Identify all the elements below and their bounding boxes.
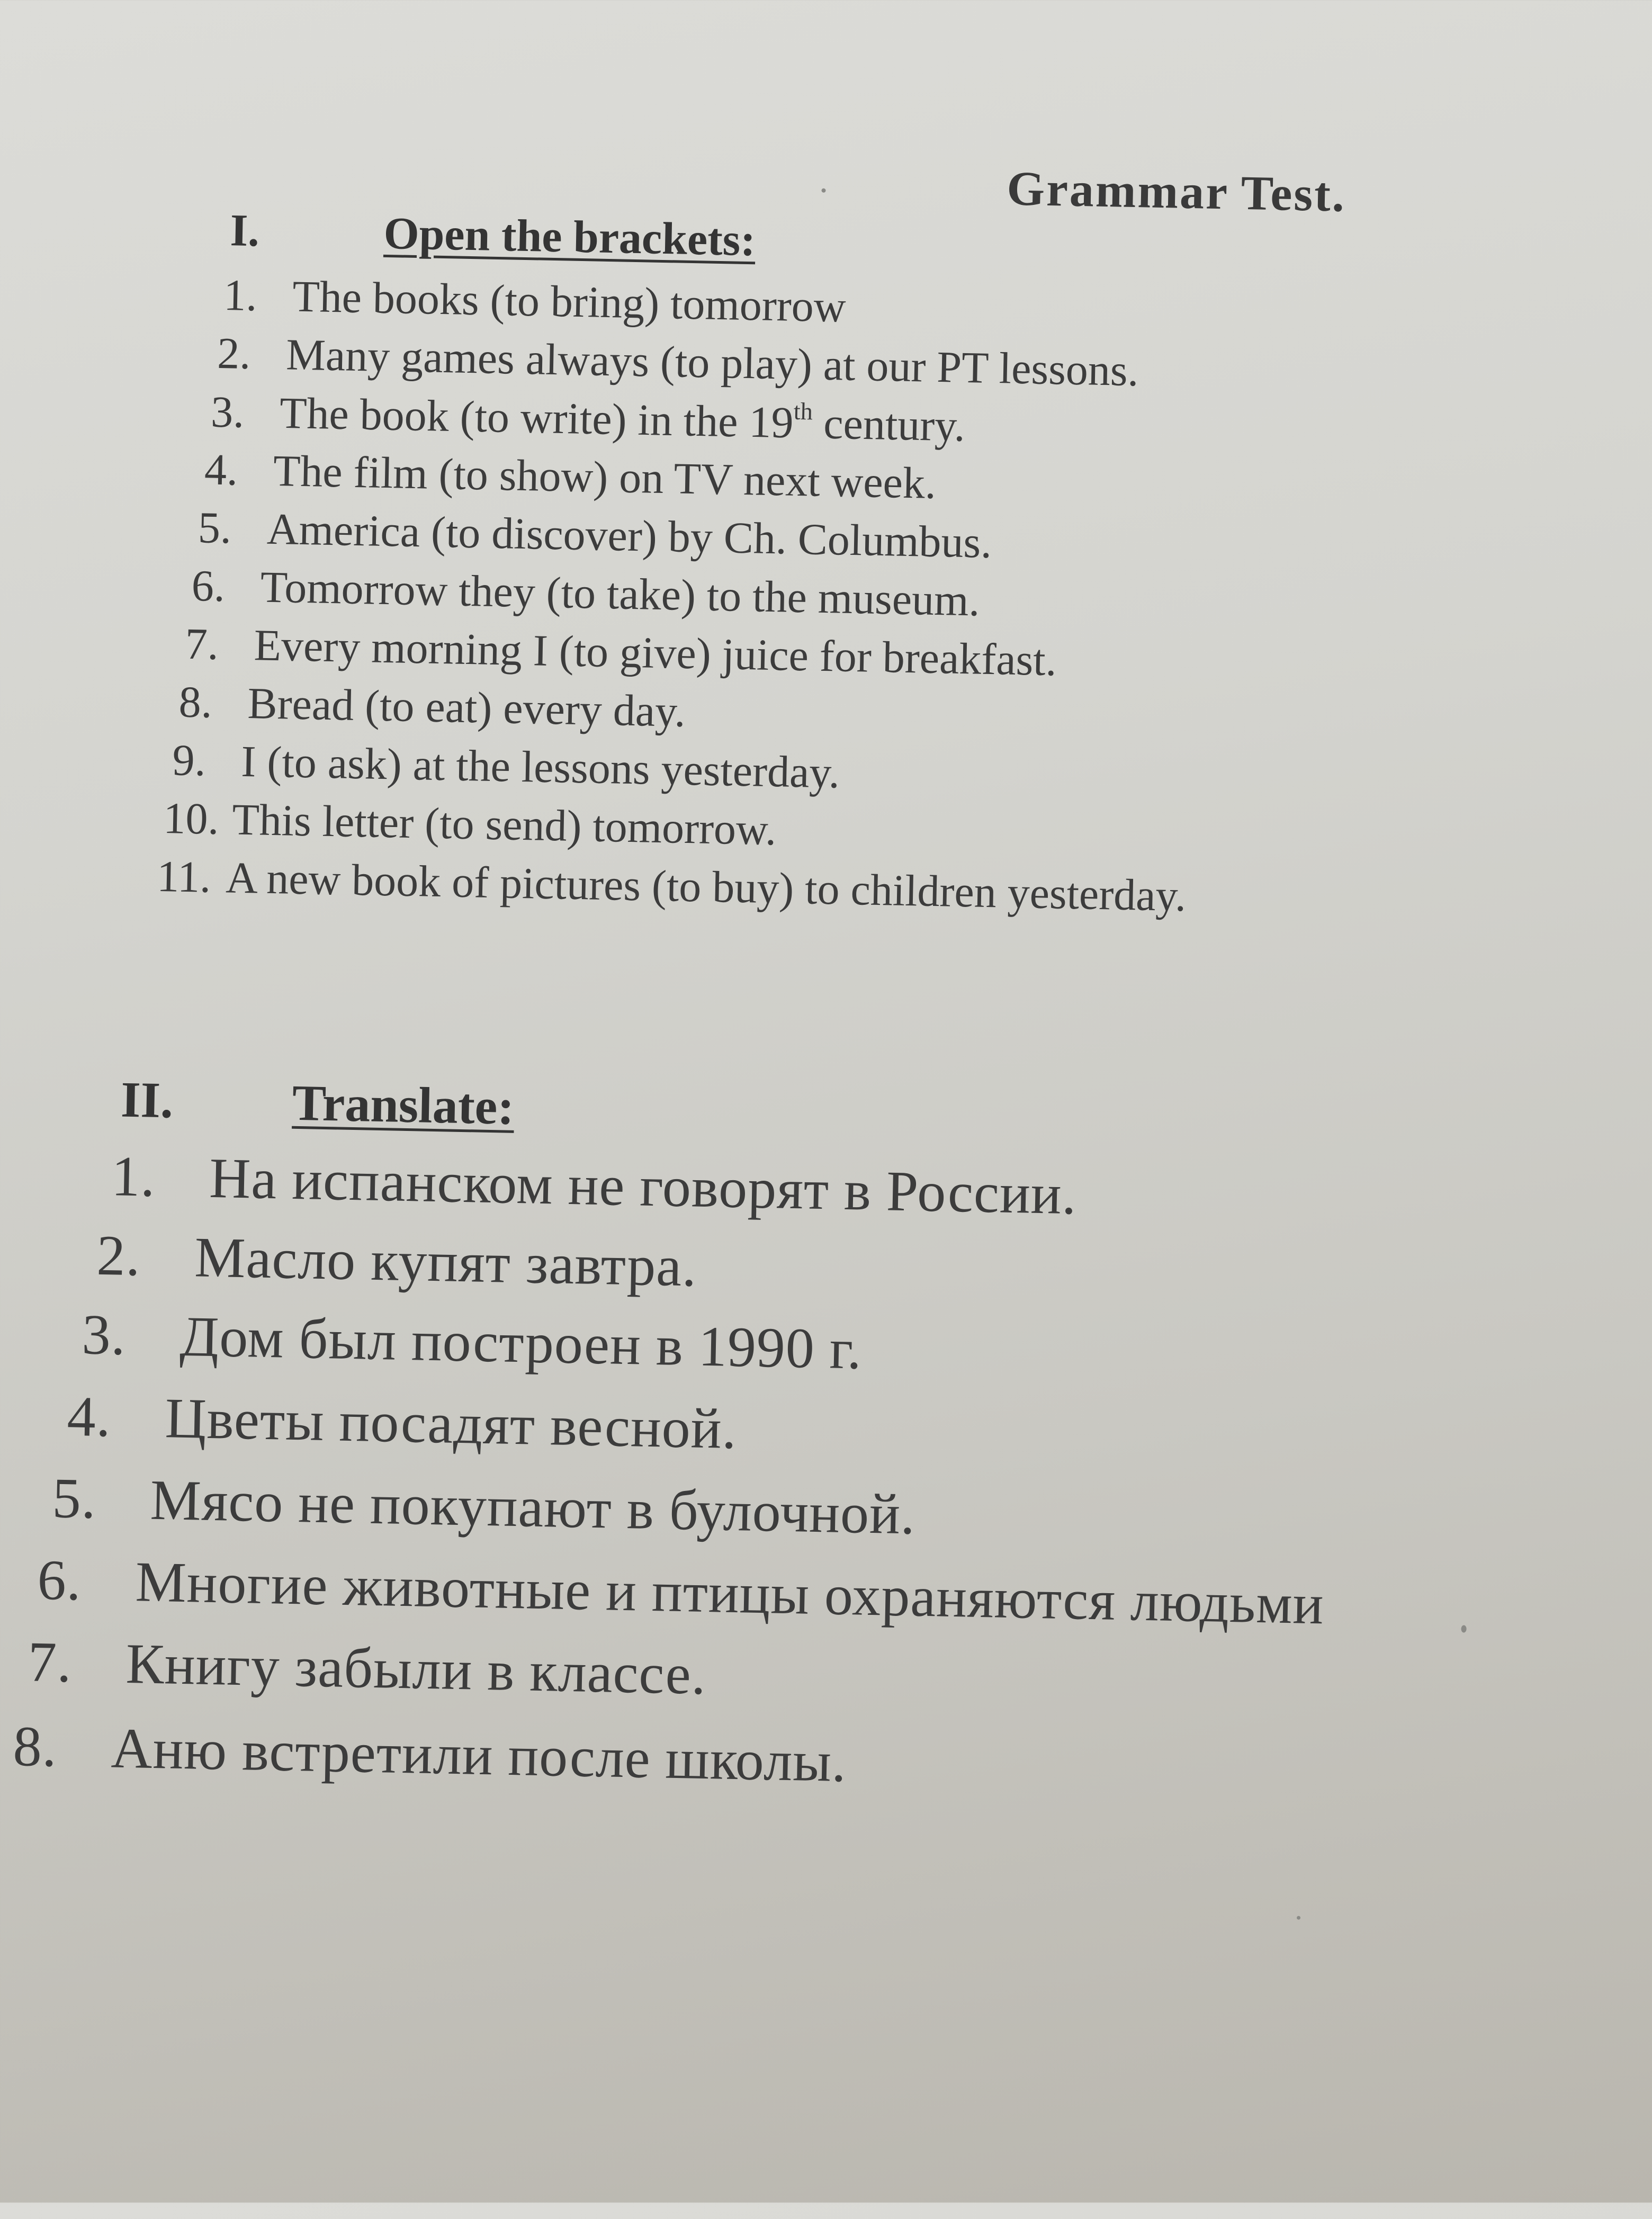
item-text: America (to discover) by Ch. Columbus. [266,504,993,568]
item-text: This letter (to send) tomorrow. [231,795,777,855]
item-text: Many games always (to play) at our PT lessons. [285,330,1139,396]
item-number: 5. [51,1467,97,1531]
exercise-item-10 [163,793,777,856]
translate-item-6 [37,1548,1325,1638]
item-text: Многие животные и птицы охраняются людьми [134,1550,1325,1637]
item-number: 1. [223,271,258,321]
item-text: The film (to show) on TV next week. [273,446,937,508]
paper-speck [1297,1916,1300,1920]
translate-item-4 [67,1384,738,1462]
item-text: Масло купят завтра. [194,1226,698,1299]
translate-item-8 [13,1714,847,1795]
exercise-item-9 [172,734,840,798]
section-1-header [230,203,756,266]
item-text: Every morning I (to give) juice for breakfast. [253,621,1057,686]
exercise-item-1 [223,269,847,333]
item-number: 7. [184,619,219,669]
paper-speck [821,188,825,193]
item-text: Tomorrow they (to take) to the museum. [260,562,981,626]
translate-item-3 [82,1302,863,1382]
section-2-numeral: II. [120,1071,174,1129]
item-number: 4. [204,445,239,495]
section-2-heading: Translate: [291,1074,515,1135]
item-text-end: century. [812,399,966,451]
item-text: Bread (to eat) every day. [247,679,686,736]
ordinal-suffix: th [793,397,813,425]
exercise-item-2 [217,328,1139,397]
item-number: 9. [172,735,206,786]
translate-item-2 [96,1223,697,1300]
item-number: 5. [197,503,232,553]
translate-item-5 [52,1466,916,1548]
item-number: 7. [27,1630,73,1695]
page-title: Grammar Test. [1006,161,1346,222]
item-text: Мясо не покупают в булочной. [149,1468,917,1547]
exercise-item-8 [178,677,686,738]
item-text: На испанском не говорят в России. [209,1146,1078,1227]
exercise-item-4 [204,444,937,509]
exercise-item-11 [156,851,1187,922]
section-1-heading: Open the brackets: [383,207,756,266]
item-number: 6. [191,561,226,612]
item-text: A new book of pictures (to buy) to children yesterday. [225,853,1187,921]
item-text: Цветы посадят весной. [164,1387,738,1461]
item-text: The books (to bring) tomorrow [292,272,847,332]
item-number: 10. [163,794,220,845]
paper-speck [1461,1625,1466,1632]
item-number: 6. [37,1548,82,1613]
item-number: 2. [96,1224,141,1288]
item-number: 8. [178,677,213,727]
item-number: 3. [81,1303,127,1367]
section-2-header [120,1070,515,1136]
item-number: 3. [210,387,245,437]
item-number: 11. [156,851,212,902]
exercise-item-5 [197,502,992,569]
item-text: Аню встретили после школы. [110,1717,847,1794]
item-text: I (to ask) at the lessons yesterday. [240,736,840,798]
translate-item-1 [111,1144,1077,1228]
translate-item-7 [28,1629,707,1708]
item-text: Дом был построен в 1990 г. [179,1305,863,1381]
item-text: Книгу забыли в классе. [125,1632,707,1707]
item-number: 1. [111,1145,156,1209]
exercise-item-7 [185,618,1057,687]
exercise-item-3 [210,386,965,452]
item-number: 2. [217,328,252,379]
item-text [279,387,965,452]
item-number: 8. [12,1714,58,1779]
exercise-item-6 [191,560,980,627]
item-number: 4. [66,1385,112,1449]
item-text-start: The book (to write) in the 19 [279,388,794,448]
section-1-numeral: I. [229,204,260,256]
